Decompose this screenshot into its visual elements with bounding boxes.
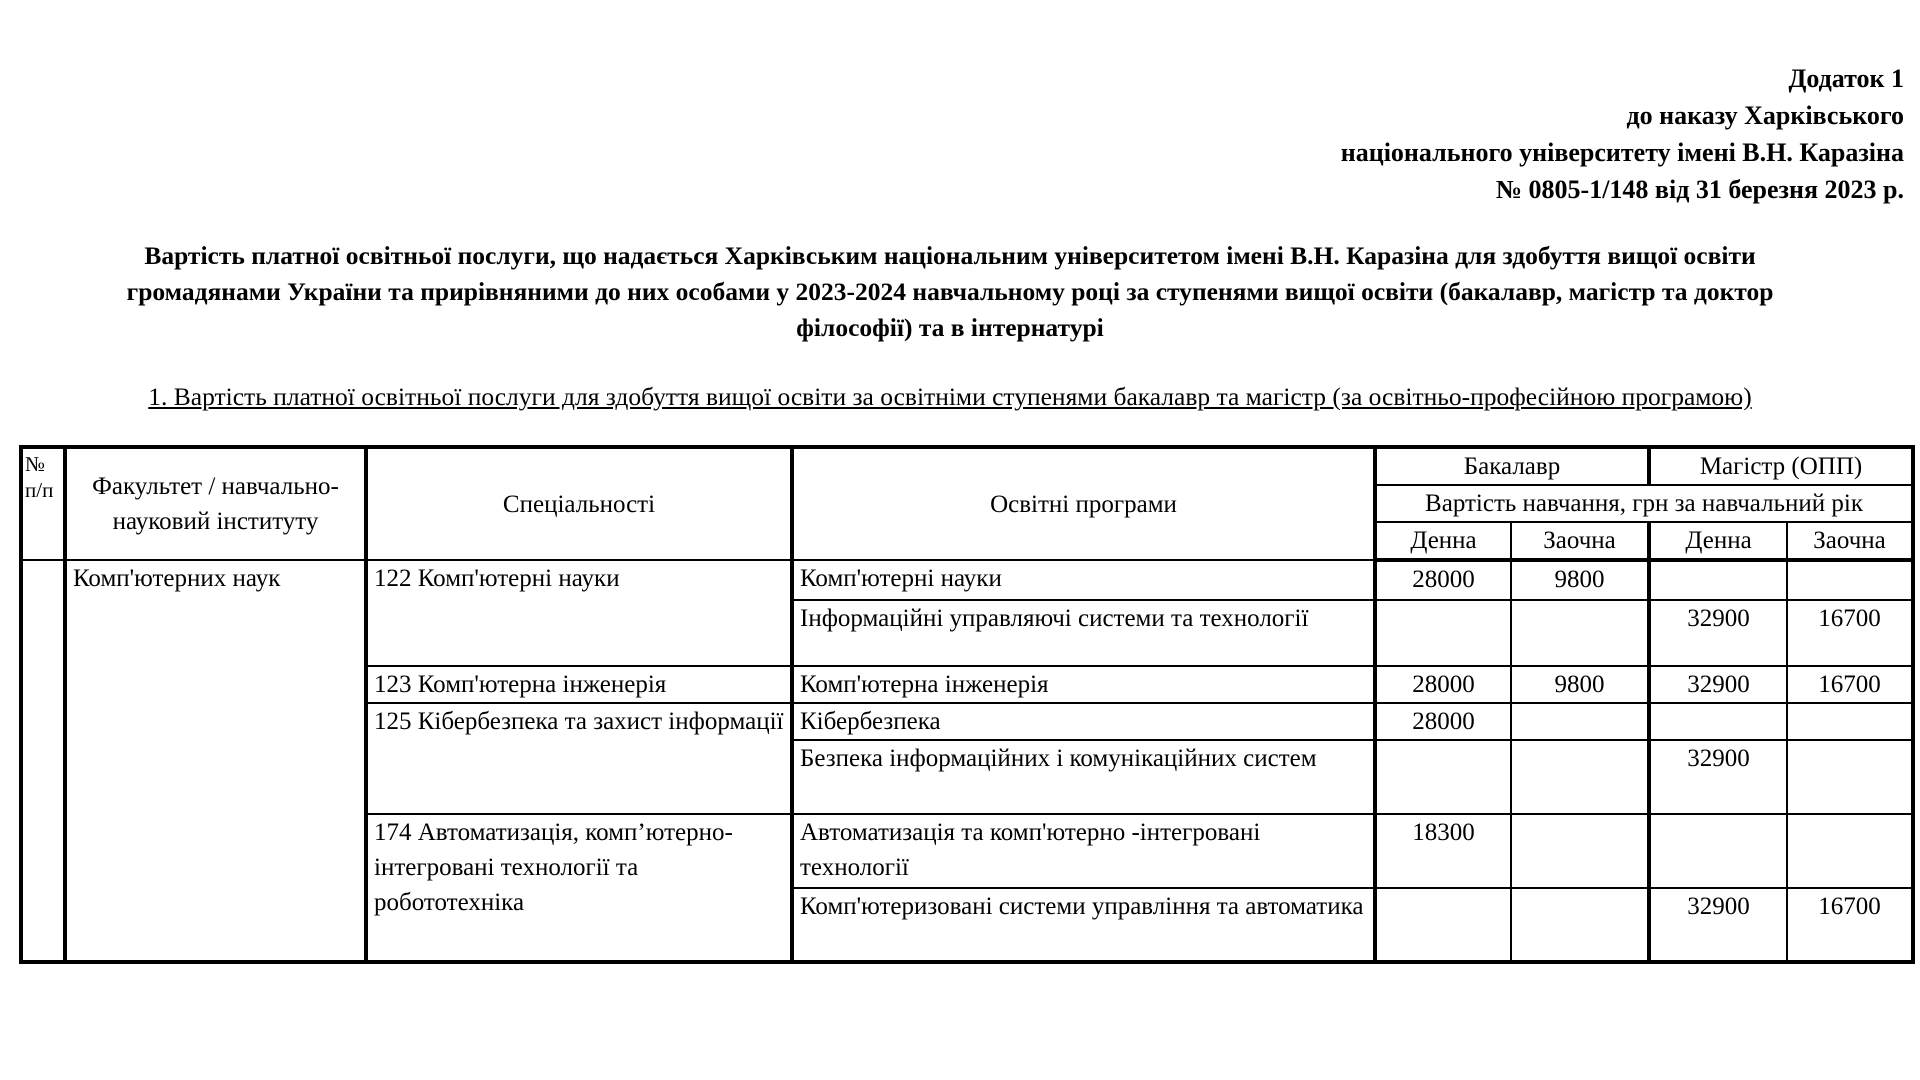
header-specialty: Спеціальності	[366, 447, 792, 560]
cell-master-day: 32900	[1649, 666, 1787, 703]
header-number: № п/п	[21, 447, 65, 560]
title-line: громадянами України та прирівняними до них особами у 2023-2024 навчальному році за ступенями вищої освіти (бакалавр, магістр та доктор	[126, 277, 1774, 306]
cell-faculty: Комп'ютерних наук	[65, 560, 366, 962]
cell-bachelor-extramural	[1511, 888, 1649, 962]
cell-master-extramural: 16700	[1787, 666, 1913, 703]
cell-master-day	[1649, 703, 1787, 740]
cell-bachelor-extramural: 9800	[1511, 560, 1649, 600]
header-bachelor-extramural: Заочна	[1511, 522, 1649, 560]
cell-master-extramural	[1787, 740, 1913, 814]
cell-bachelor-extramural	[1511, 814, 1649, 888]
fees-table	[19, 445, 1915, 964]
cell-bachelor-day	[1375, 600, 1511, 666]
cell-master-day	[1649, 814, 1787, 888]
appendix-block	[1004, 60, 1904, 208]
cell-master-day: 32900	[1649, 600, 1787, 666]
appendix-line: Додаток 1	[1788, 64, 1904, 93]
header-bachelor-day: Денна	[1375, 522, 1511, 560]
cell-specialty: 174 Автоматизація, комп’ютерно-інтегровані технології та робототехніка	[366, 814, 792, 962]
cell-program: Інформаційні управляючі системи та технології	[792, 600, 1375, 666]
cell-bachelor-extramural	[1511, 740, 1649, 814]
cell-bachelor-day: 18300	[1375, 814, 1511, 888]
cell-specialty: 125 Кібербезпека та захист інформації	[366, 703, 792, 814]
title-line: філософії) та в інтернатурі	[796, 313, 1104, 342]
cell-specialty: 122 Комп'ютерні науки	[366, 560, 792, 666]
cell-bachelor-day	[1375, 888, 1511, 962]
cell-master-day: 32900	[1649, 740, 1787, 814]
cell-bachelor-extramural: 9800	[1511, 666, 1649, 703]
cell-program: Безпека інформаційних і комунікаційних систем	[792, 740, 1375, 814]
appendix-line: № 0805-1/148 від 31 березня 2023 р.	[1495, 175, 1904, 204]
appendix-line: національного університету імені В.Н. Каразіна	[1340, 138, 1904, 167]
cell-program: Комп'ютерна інженерія	[792, 666, 1375, 703]
cell-program: Автоматизація та комп'ютерно -інтегровані технології	[792, 814, 1375, 888]
table-row	[21, 560, 1913, 600]
cell-bachelor-day: 28000	[1375, 560, 1511, 600]
cell-bachelor-extramural	[1511, 703, 1649, 740]
cell-specialty: 123 Комп'ютерна інженерія	[366, 666, 792, 703]
header-master: Магістр (ОПП)	[1649, 447, 1913, 485]
cell-bachelor-extramural	[1511, 600, 1649, 666]
title-line: Вартість платної освітньої послуги, що надається Харківським національним університетом імені В.Н. Каразіна для здобуття вищої освіти	[144, 241, 1756, 270]
header-master-day: Денна	[1649, 522, 1787, 560]
cell-master-extramural: 16700	[1787, 888, 1913, 962]
cell-number	[21, 560, 65, 962]
header-master-extramural: Заочна	[1787, 522, 1913, 560]
cell-bachelor-day: 28000	[1375, 666, 1511, 703]
cell-bachelor-day	[1375, 740, 1511, 814]
cell-master-extramural	[1787, 703, 1913, 740]
cell-program: Комп'ютерні науки	[792, 560, 1375, 600]
cell-program: Комп'ютеризовані системи управління та автоматика	[792, 888, 1375, 962]
section-title: 1. Вартість платної освітньої послуги для здобуття вищої освіти за освітніми ступенями бакалавр та магістр (за освітньо-професійною програмою)	[148, 382, 1752, 411]
header-bachelor: Бакалавр	[1375, 447, 1649, 485]
cell-program: Кібербезпека	[792, 703, 1375, 740]
header-program: Освітні програми	[792, 447, 1375, 560]
header-cost: Вартість навчання, грн за навчальний рік	[1375, 485, 1913, 522]
appendix-line: до наказу Харківського	[1626, 101, 1904, 130]
cell-master-extramural	[1787, 560, 1913, 600]
cell-bachelor-day: 28000	[1375, 703, 1511, 740]
document-title	[40, 238, 1860, 346]
cell-master-day	[1649, 560, 1787, 600]
cell-master-extramural	[1787, 814, 1913, 888]
cell-master-day: 32900	[1649, 888, 1787, 962]
cell-master-extramural: 16700	[1787, 600, 1913, 666]
header-faculty: Факультет / навчально-науковий інституту	[65, 447, 366, 560]
